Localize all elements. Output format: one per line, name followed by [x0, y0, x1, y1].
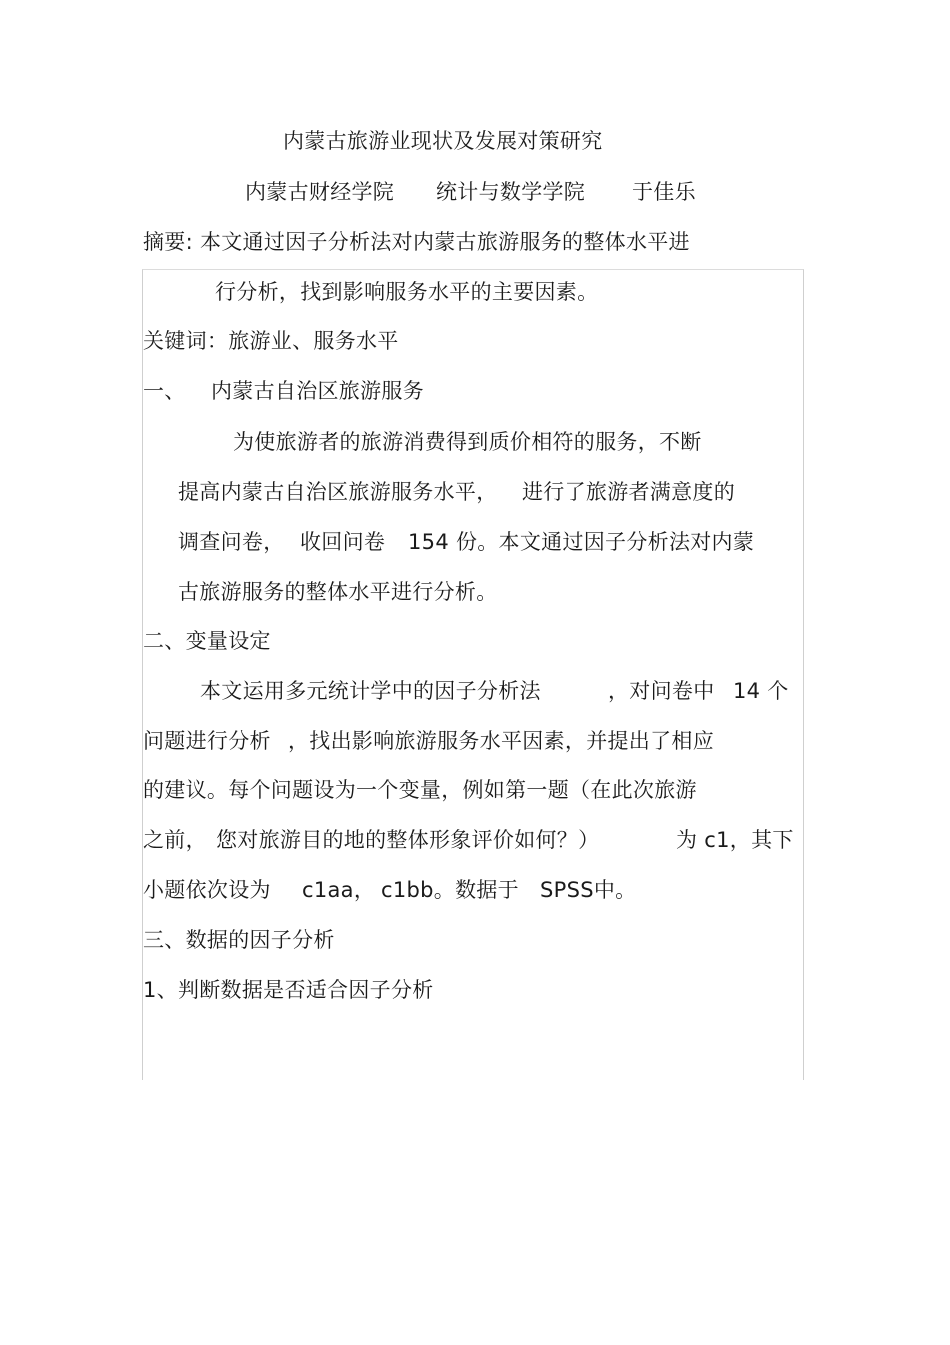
abstract-line-2: 行分析，找到影响服务水平的主要因素。	[215, 280, 599, 304]
section-1-heading: 内蒙古自治区旅游服务	[211, 379, 424, 403]
section-1-line-1: 为使旅游者的旅游消费得到质价相符的服务，不断	[233, 430, 702, 454]
section-2-line-4b: 您对旅游目的地的整体形象评价如何？）	[216, 828, 600, 852]
section-1-number: 一、	[143, 379, 186, 403]
abstract-line-1: 摘要: 本文通过因子分析法对内蒙古旅游服务的整体水平进	[143, 230, 690, 254]
section-2-line-4c: 为 c1，其下	[676, 828, 794, 852]
section-2-line-4a: 之前，	[143, 828, 207, 852]
section-2-line-3: 的建议。每个问题设为一个变量，例如第一题（在此次旅游	[143, 778, 697, 802]
author-name: 于佳乐	[632, 180, 696, 204]
section-1-line-3a: 调查问卷，	[178, 530, 285, 554]
section-2-line-2b: ，找出影响旅游服务水平因素，并提出了相应	[288, 729, 714, 753]
section-2-line-1a: 本文运用多元统计学中的因子分析法	[200, 679, 541, 703]
section-2-line-2a: 问题进行分析	[143, 729, 271, 753]
section-1-line-4: 古旅游服务的整体水平进行分析。	[178, 580, 498, 604]
section-1-line-2a: 提高内蒙古自治区旅游服务水平，	[178, 480, 498, 504]
author-school: 统计与数学学院	[436, 180, 586, 204]
paper-title: 内蒙古旅游业现状及发展对策研究	[283, 129, 603, 153]
section-2-heading: 二、变量设定	[143, 629, 271, 653]
section-2-line-5c: c1bb。数据于	[381, 878, 519, 902]
section-1-line-2b: 进行了旅游者满意度的	[522, 480, 735, 504]
section-3-heading: 三、数据的因子分析	[143, 928, 335, 952]
section-2-line-5a: 小题依次设为	[143, 878, 271, 902]
section-1-line-3b: 收回问卷	[300, 530, 386, 554]
section-2-line-5b: c1aa，	[302, 878, 376, 902]
section-1-line-3c: 154 份。本文通过因子分析法对内蒙	[408, 530, 755, 554]
section-2-line-1b: ，对问卷中	[608, 679, 715, 703]
section-2-line-1c: 14 个	[733, 679, 789, 703]
author-institution: 内蒙古财经学院	[245, 180, 395, 204]
section-3-sub-1: 1、判断数据是否适合因子分析	[143, 978, 434, 1002]
keywords: 关键词：旅游业、服务水平	[143, 329, 399, 353]
section-2-line-5d: SPSS中。	[540, 878, 637, 902]
